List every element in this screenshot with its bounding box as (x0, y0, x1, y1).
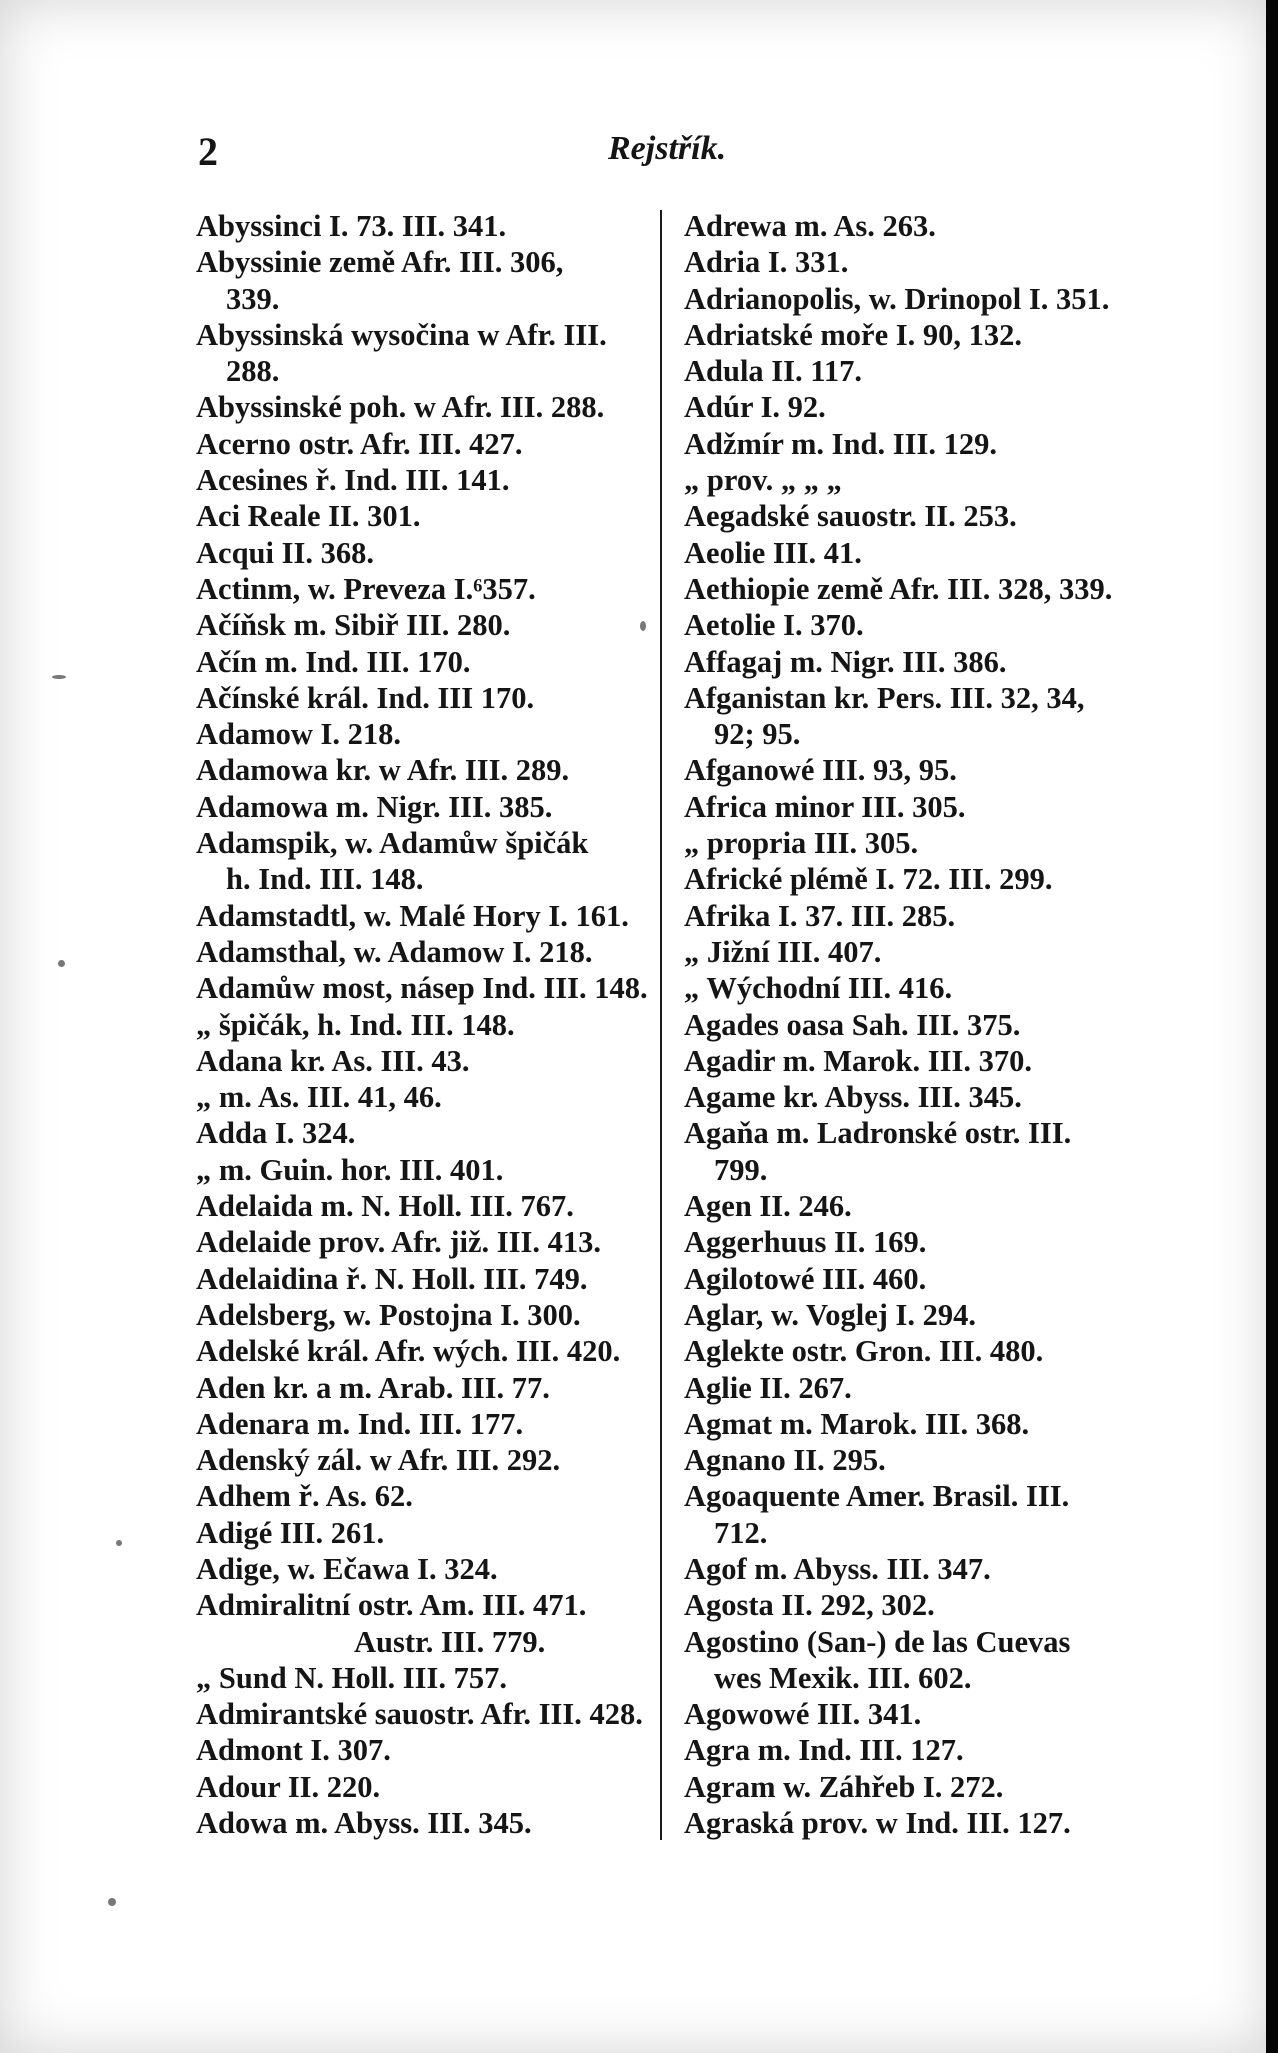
index-entry: Agoaquente Amer. Brasil. III. (684, 1479, 1070, 1514)
index-entry: 712. (714, 1515, 768, 1550)
index-entry: Adelské král. Afr. wých. III. 420. (196, 1334, 621, 1369)
index-entry: Aglar, w. Voglej I. 294. (684, 1297, 977, 1332)
index-entry: Adrianopolis, w. Drinopol I. 351. (684, 281, 1110, 316)
index-entry: Adula II. 117. (684, 354, 862, 389)
page-header (0, 128, 1270, 178)
index-entry: 92; 95. (714, 717, 801, 752)
scan-speck (640, 621, 646, 631)
index-entry: Adamowa kr. w Afr. III. 289. (196, 753, 570, 788)
index-entry: Acerno ostr. Afr. III. 427. (196, 426, 523, 461)
index-entry: h. Ind. III. 148. (226, 862, 424, 897)
scan-speck (58, 960, 65, 967)
index-entry: „ m. Guin. hor. III. 401. (196, 1152, 504, 1187)
index-entry: Agram w. Záhřeb I. 272. (684, 1769, 1004, 1804)
index-entry: Agnano II. 295. (684, 1443, 886, 1478)
index-entry: „ Wýchodní III. 416. (684, 971, 953, 1006)
index-entry: Ačínské král. Ind. III 170. (196, 680, 535, 715)
index-entry: Adelsberg, w. Postojna I. 300. (196, 1297, 581, 1332)
index-entry: Agades oasa Sah. III. 375. (684, 1007, 1021, 1042)
index-entry: wes Mexik. III. 602. (714, 1660, 972, 1695)
scan-speck (116, 1540, 122, 1546)
index-entry: Agilotowé III. 460. (684, 1261, 927, 1296)
index-entry: Adamůw most, násep Ind. III. 148. (196, 971, 648, 1006)
index-entry: Adigé III. 261. (196, 1515, 385, 1550)
index-entry: Adour II. 220. (196, 1769, 381, 1804)
index-entry: Agra m. Ind. III. 127. (684, 1733, 964, 1768)
index-entry: „ Jižní III. 407. (684, 934, 882, 969)
index-entry: Abyssinci I. 73. III. 341. (196, 209, 507, 243)
index-entry: Adana kr. As. III. 43. (196, 1043, 470, 1078)
index-entry: Aggerhuus II. 169. (684, 1225, 927, 1260)
index-entry: Aci Reale II. 301. (196, 499, 421, 534)
index-entry: Aetolie I. 370. (684, 608, 864, 643)
index-column-right (684, 208, 1144, 1841)
index-entry: Adhem ř. As. 62. (196, 1479, 413, 1514)
index-entry: Afganistan kr. Pers. III. 32, 34, (684, 680, 1085, 715)
index-entry: Adrewa m. As. 263. (684, 209, 936, 243)
index-entry: Adowa m. Abyss. III. 345. (196, 1806, 532, 1841)
index-entry: Adria I. 331. (684, 245, 849, 280)
index-entry: Aeolie III. 41. (684, 535, 862, 570)
index-entry: „ Sund N. Holl. III. 757. (196, 1660, 508, 1695)
index-entry: Agmat m. Marok. III. 368. (684, 1406, 1030, 1441)
index-entry: „ propria III. 305. (684, 826, 919, 861)
index-entry: Adamspik, w. Adamůw špičák (196, 826, 589, 861)
index-entry: Adelaida m. N. Holl. III. 767. (196, 1189, 574, 1224)
index-entry: Acesines ř. Ind. III. 141. (196, 463, 510, 498)
index-entry: Aethiopie země Afr. III. 328, 339. (684, 571, 1113, 606)
index-entry: Affagaj m. Nigr. III. 386. (684, 644, 1007, 679)
column-divider (660, 210, 662, 1840)
index-entry: Adžmír m. Ind. III. 129. (684, 426, 997, 461)
scan-speck (108, 1898, 116, 1906)
index-entry: Adenara m. Ind. III. 177. (196, 1406, 524, 1441)
index-entry: Ačín m. Ind. III. 170. (196, 644, 471, 679)
index-entry: 288. (226, 354, 280, 389)
scan-edge (1266, 0, 1278, 2053)
running-title: Rejstřík. (608, 130, 727, 167)
index-entry: Adelaidina ř. N. Holl. III. 749. (196, 1261, 588, 1296)
index-entry: Agame kr. Abyss. III. 345. (684, 1080, 1022, 1115)
index-entry: Africké plémě I. 72. III. 299. (684, 862, 1053, 897)
index-entry: Abyssinská wysočina w Afr. III. (196, 317, 607, 352)
index-entry: Adenský zál. w Afr. III. 292. (196, 1443, 561, 1478)
index-entry: Agadir m. Marok. III. 370. (684, 1043, 1032, 1078)
index-entry: Afrika I. 37. III. 285. (684, 898, 956, 933)
index-entry: 339. (226, 281, 280, 316)
index-entry: Aden kr. a m. Arab. III. 77. (196, 1370, 550, 1405)
index-entry: Actinm, w. Preveza I.⁶357. (196, 571, 536, 606)
scan-speck (52, 675, 66, 679)
index-entry: Agof m. Abyss. III. 347. (684, 1551, 991, 1586)
index-entry: Aglie II. 267. (684, 1370, 852, 1405)
index-entry: Ačíňsk m. Sibiř III. 280. (196, 608, 511, 643)
index-entry: Agowowé III. 341. (684, 1697, 922, 1732)
index-entry: Adelaide prov. Afr. již. III. 413. (196, 1225, 602, 1260)
index-entry: Afganowé III. 93, 95. (684, 753, 957, 788)
index-entry: Agostino (San-) de las Cuevas (684, 1624, 1071, 1659)
index-entry: Austr. III. 779. (354, 1624, 546, 1659)
index-column-left (196, 208, 658, 1841)
index-entry: Adúr I. 92. (684, 390, 826, 425)
index-entry: Abyssinské poh. w Afr. III. 288. (196, 390, 605, 425)
index-entry: Adda I. 324. (196, 1116, 356, 1151)
index-entry: Admirantské sauostr. Afr. III. 428. (196, 1697, 643, 1732)
index-entry: Adige, w. Ečawa I. 324. (196, 1551, 498, 1586)
index-entry: Aegadské sauostr. II. 253. (684, 499, 1017, 534)
index-entry: Agosta II. 292, 302. (684, 1588, 935, 1623)
index-entry: Agraská prov. w Ind. III. 127. (684, 1806, 1071, 1841)
index-entry: Adamowa m. Nigr. III. 385. (196, 789, 553, 824)
index-entry: Africa minor III. 305. (684, 789, 966, 824)
index-entry: 799. (714, 1152, 768, 1187)
index-entry: Admont I. 307. (196, 1733, 391, 1768)
index-entry: „ m. As. III. 41, 46. (196, 1080, 442, 1115)
index-entry: Adriatské moře I. 90, 132. (684, 317, 1023, 352)
index-entry: Agaňa m. Ladronské ostr. III. (684, 1116, 1072, 1151)
index-entry: Adamsthal, w. Adamow I. 218. (196, 934, 593, 969)
index-entry: Abyssinie země Afr. III. 306, (196, 245, 564, 280)
index-entry: Adamstadtl, w. Malé Hory I. 161. (196, 898, 629, 933)
index-entry: Admiralitní ostr. Am. III. 471. (196, 1588, 587, 1623)
index-entry: Adamow I. 218. (196, 717, 402, 752)
index-entry: „ prov. „ „ „ (684, 463, 842, 498)
index-entry: Aglekte ostr. Gron. III. 480. (684, 1334, 1044, 1369)
index-entry: Acqui II. 368. (196, 535, 374, 570)
index-entry: „ špičák, h. Ind. III. 148. (196, 1007, 515, 1042)
index-entry: Agen II. 246. (684, 1189, 852, 1224)
page-number: 2 (198, 129, 218, 174)
